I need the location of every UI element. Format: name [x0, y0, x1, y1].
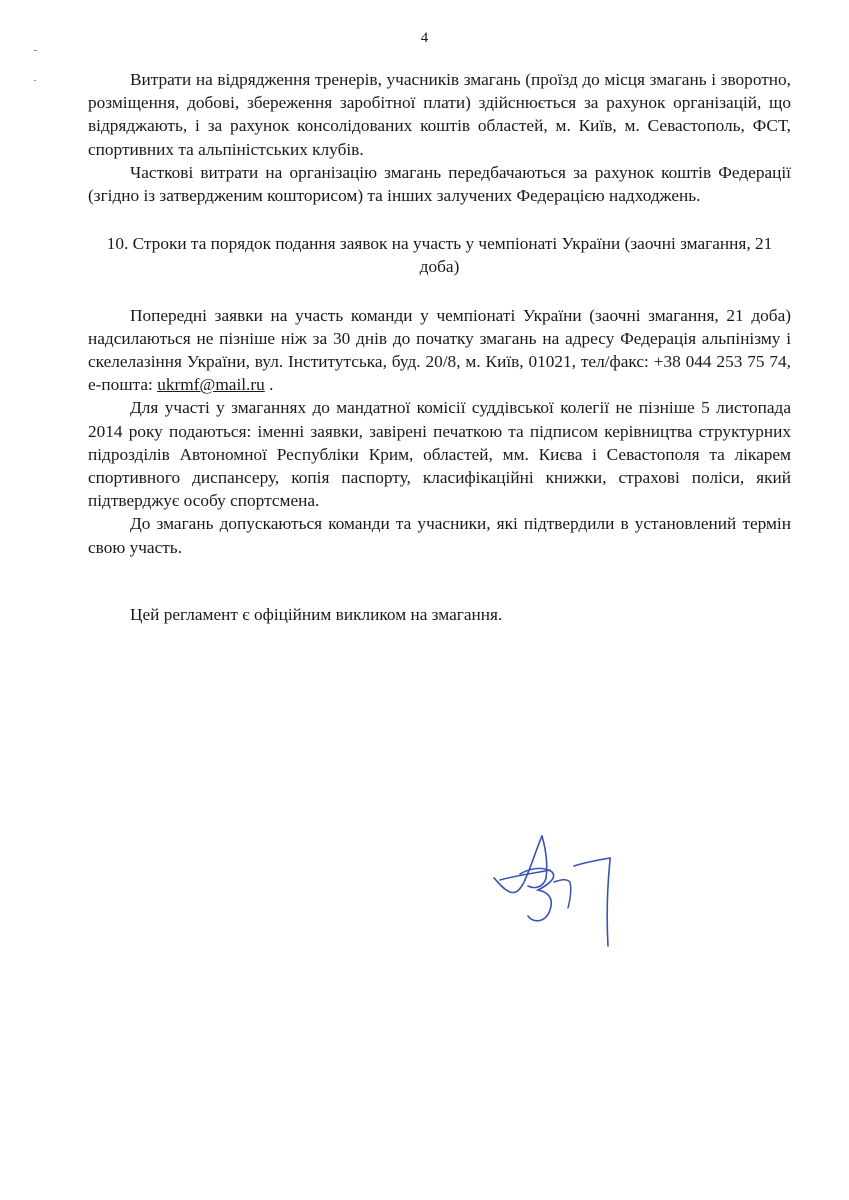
signature	[490, 820, 630, 960]
scan-mark	[34, 50, 37, 51]
paragraph-travel-expenses: Витрати на відрядження тренерів, учасників змагань (проїзд до місця змагань і зворотно, розміщення, добові, збереження заробітної плати) здійснюється за рахунок організацій, що відряджають, і за рахунок консолідованих коштів областей, м. Київ, м. Севастополь, ФСТ, спортивних та альпіністських клубів.	[88, 70, 791, 159]
paragraph-partial-expenses: Часткові витрати на організацію змагань передбачаються за рахунок коштів Федерації (згідно із затвердженим кошторисом) та інших залучених Федерацією надходжень.	[88, 162, 791, 206]
section-heading: 10. Строки та порядок подання заявок на участь у чемпіонаті України (заочні змагання, 21 доба)	[106, 234, 773, 277]
paragraph-preliminary-applications	[88, 304, 791, 397]
preliminary-text: Попередні заявки на участь команди у чемпіонаті України (заочні змагання, 21 доба) надсилаються не пізніше ніж за 30 днів до початку змагань на адресу Федерація альпінізму і скелелазіння України, вул. Інститутська, буд. 20/8, м. Київ, 01021, тел/факс: +38 044 253 75 74, е-пошта:	[88, 305, 791, 395]
paragraph-admission: До змагань допускаються команди та учасники, які підтвердили в установлений термін свою участь.	[88, 514, 791, 557]
scan-mark	[34, 80, 36, 81]
page-number: 4	[420, 30, 429, 46]
paragraph-mandate-commission: Для участі у змаганнях до мандатної комісії суддівської колегії не пізніше 5 листопада 2014 року подаються: іменні заявки, завірені печаткою та підписом керівництва структурних підрозділів Автономної Республіки Крим, областей, мм. Києва і Севастополя та лікарем спортивного диспансеру, копія паспорту, класифікаційні книжки, страхові поліси, який підтверджує особу спортсмена.	[88, 398, 791, 511]
email-suffix: .	[264, 375, 274, 395]
document-body	[88, 68, 791, 626]
email-link[interactable]: ukrmf@mail.ru	[157, 375, 265, 395]
closing-statement: Цей регламент є офіційним викликом на змагання.	[130, 604, 503, 624]
